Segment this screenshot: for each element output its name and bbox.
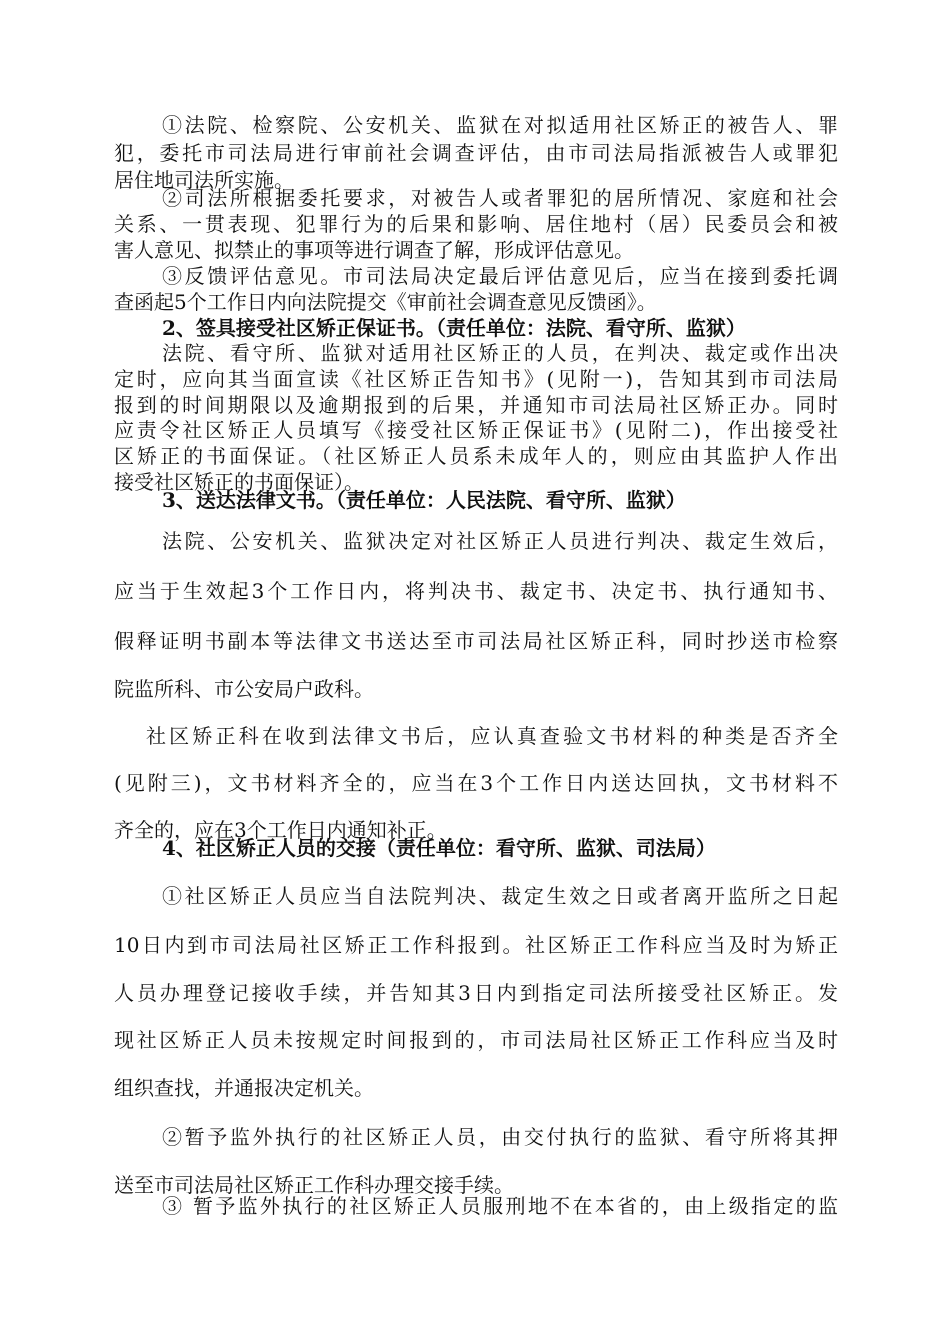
paragraph-line: ③ 暂予监外执行的社区矫正人员服刑地不在本省的，由上级指定的监	[162, 1194, 838, 1218]
paragraph-line: 社区矫正科在收到法律文书后，应认真查验文书材料的种类是否齐全	[146, 724, 838, 748]
paragraph-line: 定时，应向其当面宣读《社区矫正告知书》(见附一)，告知其到市司法局	[114, 367, 838, 391]
paragraph-line: 居住地司法所实施。	[114, 168, 294, 192]
paragraph-line: 法院、看守所、监狱对适用社区矫正的人员，在判决、裁定或作出决	[162, 341, 838, 365]
paragraph-line: 法院、公安机关、监狱决定对社区矫正人员进行判决、裁定生效后，	[162, 529, 838, 553]
paragraph-line: ②暂予监外执行的社区矫正人员，由交付执行的监狱、看守所将其押	[162, 1125, 838, 1149]
paragraph-line: 应责令社区矫正人员填写《接受社区矫正保证书》(见附二)，作出接受社	[114, 418, 838, 442]
paragraph-line: 齐全的，应在3个工作日内通知补正。	[114, 818, 447, 842]
section-heading: 4、社区矫正人员的交接（责任单位：看守所、监狱、司法局）	[162, 836, 716, 860]
paragraph-line: ①法院、检察院、公安机关、监狱在对拟适用社区矫正的被告人、罪	[162, 113, 838, 137]
paragraph-line: 人员办理登记接收手续，并告知其3日内到指定司法所接受社区矫正。发	[114, 981, 838, 1005]
section-heading: 2、签具接受社区矫正保证书。（责任单位：法院、看守所、监狱）	[162, 316, 746, 340]
paragraph-line: 区矫正的书面保证。（社区矫正人员系未成年人的，则应由其监护人作出	[114, 444, 838, 468]
section-heading: 3、送达法律文书。（责任单位：人民法院、看守所、监狱）	[162, 488, 686, 512]
paragraph-line: 假释证明书副本等法律文书送达至市司法局社区矫正科，同时抄送市检察	[114, 629, 838, 653]
paragraph-line: 犯，委托市司法局进行审前社会调查评估，由市司法局指派被告人或罪犯	[114, 141, 838, 165]
paragraph-line: ③反馈评估意见。市司法局决定最后评估意见后，应当在接到委托调	[162, 264, 838, 288]
paragraph-line: 现社区矫正人员未按规定时间报到的，市司法局社区矫正工作科应当及时	[114, 1028, 838, 1052]
paragraph-line: 报到的时间期限以及逾期报到的后果，并通知市司法局社区矫正办。同时	[114, 393, 838, 417]
paragraph-line: (见附三)，文书材料齐全的，应当在3个工作日内送达回执，文书材料不	[114, 771, 838, 795]
paragraph-line: ①社区矫正人员应当自法院判决、裁定生效之日或者离开监所之日起	[162, 884, 838, 908]
paragraph-line: 送至市司法局社区矫正工作科办理交接手续。	[114, 1173, 514, 1197]
paragraph-line: 害人意见、拟禁止的事项等进行调查了解，形成评估意见。	[114, 238, 634, 262]
paragraph-line: 接受社区矫正的书面保证）。	[114, 470, 364, 494]
paragraph-line: 10日内到市司法局社区矫正工作科报到。社区矫正工作科应当及时为矫正	[114, 933, 838, 957]
paragraph-line: 关系、一贯表现、犯罪行为的后果和影响、居住地村（居）民委员会和被	[114, 212, 838, 236]
paragraph-line: 组织查找，并通报决定机关。	[114, 1076, 374, 1100]
paragraph-line: 应当于生效起3个工作日内，将判决书、裁定书、决定书、执行通知书、	[114, 579, 838, 603]
paragraph-line: ②司法所根据委托要求，对被告人或者罪犯的居所情况、家庭和社会	[162, 186, 838, 210]
paragraph-line: 院监所科、市公安局户政科。	[114, 677, 374, 701]
paragraph-line: 查函起5个工作日内向法院提交《审前社会调查意见反馈函》。	[114, 290, 657, 314]
